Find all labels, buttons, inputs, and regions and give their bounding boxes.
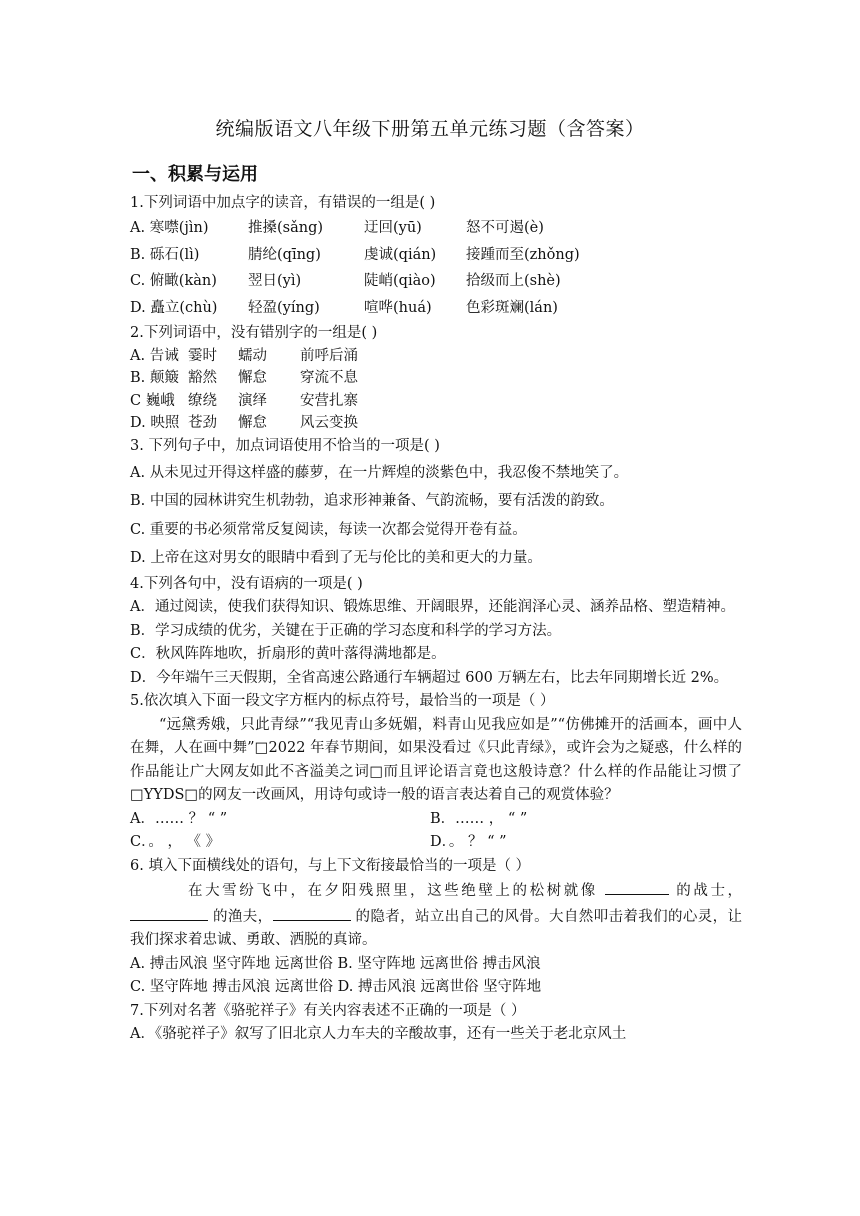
option-cell: 接踵而至(zhǒng): [466, 246, 580, 263]
fill-blank: [130, 904, 208, 921]
question-5-options-row-2: [130, 831, 742, 855]
option-cell: 穿流不息: [300, 370, 358, 386]
option-cell: 轻盈(yíng): [248, 299, 320, 316]
option-cell: A. 寒噤(jìn): [130, 220, 209, 236]
option-cell: 怒不可遏(è): [466, 220, 544, 236]
option-cell: 迂回(yū): [364, 220, 422, 236]
option-cell: 陡峭(qiào): [364, 273, 436, 289]
question-7-stem: 7.下列对名著《骆驼祥子》有关内容表述不正确的一项是（ ）: [130, 1002, 526, 1019]
question-5-passage: “远黛秀娥，只此青绿”“我见青山多妩媚，料青山见我应如是”“仿佛摊开的活画本，画中人在舞，人在画中舞”□2022 年春节期间，如果没看过《只此青绿》，或许会为之疑惑，什么样的作品能让广大网友如此不吝溢美之词□而且评论语言竟也这般诗意？什么样的作品能让习惯了□YYDS□的网友一改画风，用诗句或诗一般的语言表达着自己的观赏体验？: [130, 716, 742, 803]
question-4-option-c: C．秋风阵阵地吹，折扇形的黄叶落得满地都是。: [130, 646, 446, 662]
fill-blank: [273, 904, 351, 921]
option-cell: 风云变换: [300, 415, 358, 431]
question-list: [130, 192, 742, 1047]
option-cell: 拾级而上(shè): [466, 273, 561, 289]
question-6-passage: [130, 878, 742, 953]
option-cell: B. 砾石(lì): [130, 246, 200, 263]
passage-text: 在大雪纷飞中，在夕阳残照里，这些绝壁上的松树就像: [188, 883, 598, 899]
question-1-option-d: [130, 295, 742, 322]
option-cell: D. 矗立(chù): [130, 299, 218, 316]
question-4-stem: 4.下列各句中，没有语病的一项是( ): [130, 575, 363, 592]
question-3-option-c: C. 重要的书必须常常反复阅读，每读一次都会觉得开卷有益。: [130, 521, 527, 538]
question-1-stem: 1.下列词语中加点字的读音，有错误的一组是( ): [130, 195, 436, 211]
question-2-stem: 2.下列词语中，没有错别字的一组是( ): [130, 324, 378, 341]
passage-text: 的战士，: [676, 883, 743, 899]
option-cell: D. 映照: [130, 415, 180, 431]
option-cell: B. 颠簸: [130, 370, 179, 386]
option-cell: 翌日(yì): [248, 273, 302, 289]
document-title: 统编版语文八年级下册第五单元练习题（含答案）: [215, 118, 645, 140]
option-cell: 前呼后涌: [300, 347, 358, 364]
option-cell: 苍劲: [188, 415, 217, 431]
fill-blank: [605, 878, 669, 895]
question-2-option-d: [130, 413, 742, 436]
question-4-option-a: A．通过阅读，使我们获得知识、锻炼思维、开阔眼界，还能润泽心灵、涵养品格、塑造精神。: [130, 599, 735, 615]
question-2-option-a: [130, 345, 742, 368]
section-heading: 一、积累与运用: [132, 164, 258, 185]
option-cell: 演绎: [238, 392, 267, 409]
option-cell: C 巍峨: [130, 392, 175, 409]
question-3-option-d: D. 上帝在这对男女的眼睛中看到了无与伦比的美和更大的力量。: [130, 550, 542, 566]
option-cell: C. 俯瞰(kàn): [130, 273, 217, 289]
question-1-option-a: [130, 216, 742, 243]
option-cell: 虔诚(qián): [364, 246, 437, 263]
option-cell: A．…… ？ “ ”: [130, 810, 228, 827]
question-2-option-c: [130, 390, 742, 413]
passage-text: 的隐者，站立出自己的风骨。大自然叩击着我们的心灵，让我们探求着忠诚、勇敢、洒脱的真谛。: [130, 908, 743, 948]
question-2-option-b: [130, 368, 742, 391]
option-cell: 腈纶(qīng): [248, 246, 321, 263]
question-7-option-a: A．《骆驼祥子》叙写了旧北京人力车夫的辛酸故事，还有一些关于老北京风土: [130, 1026, 627, 1042]
question-4-option-d: D．今年端午三天假期，全省高速公路通行车辆超过 600 万辆左右，比去年同期增长近 2%。: [130, 669, 729, 686]
option-cell: D．。 ？ “ ”: [430, 834, 507, 850]
option-cell: 缭绕: [188, 392, 217, 409]
option-cell: C．。 ， 《 》: [130, 834, 221, 850]
question-3-option-b: B. 中国的园林讲究生机勃勃，追求形神兼备、气韵流畅，要有活泼的韵致。: [130, 493, 614, 509]
option-cell: B．…… ， “ ”: [430, 810, 528, 827]
question-1-option-c: [130, 269, 742, 296]
question-6-options-row-2: C. 坚守阵地 搏击风浪 远离世俗 D. 搏击风浪 远离世俗 坚守阵地: [130, 979, 542, 995]
question-5-options-row-1: [130, 808, 742, 832]
option-cell: 豁然: [188, 370, 217, 386]
option-cell: A. 告诫: [130, 347, 179, 364]
option-cell: 霎时: [188, 347, 217, 364]
question-1-option-b: [130, 242, 742, 269]
option-cell: 推搡(sǎng): [248, 220, 324, 236]
option-cell: 色彩斑斓(lán): [466, 299, 558, 316]
option-cell: 安营扎寨: [300, 392, 358, 409]
option-cell: 喧哗(huá): [364, 299, 432, 316]
option-cell: 懈怠: [238, 370, 267, 386]
question-6-stem: 6. 填入下面横线处的语句，与上下文衔接最恰当的一项是（ ）: [130, 857, 531, 874]
option-cell: 蠕动: [238, 347, 267, 364]
question-3-option-a: A. 从未见过开得这样盛的藤萝，在一片辉煌的淡紫色中，我忍俊不禁地笑了。: [130, 464, 629, 481]
question-4-option-b: B．学习成绩的优劣，关键在于正确的学习态度和科学的学习方法。: [130, 622, 562, 639]
question-5-stem: 5.依次填入下面一段文字方框内的标点符号，最恰当的一项是（ ）: [130, 693, 555, 709]
passage-text: 的渔夫，: [213, 908, 273, 925]
question-6-options-row-1: A. 搏击风浪 坚守阵地 远离世俗 B. 坚守阵地 远离世俗 搏击风浪: [130, 955, 541, 972]
option-cell: 懈怠: [238, 415, 267, 431]
question-3-stem: 3. 下列句子中，加点词语使用不恰当的一项是( ): [130, 438, 440, 454]
